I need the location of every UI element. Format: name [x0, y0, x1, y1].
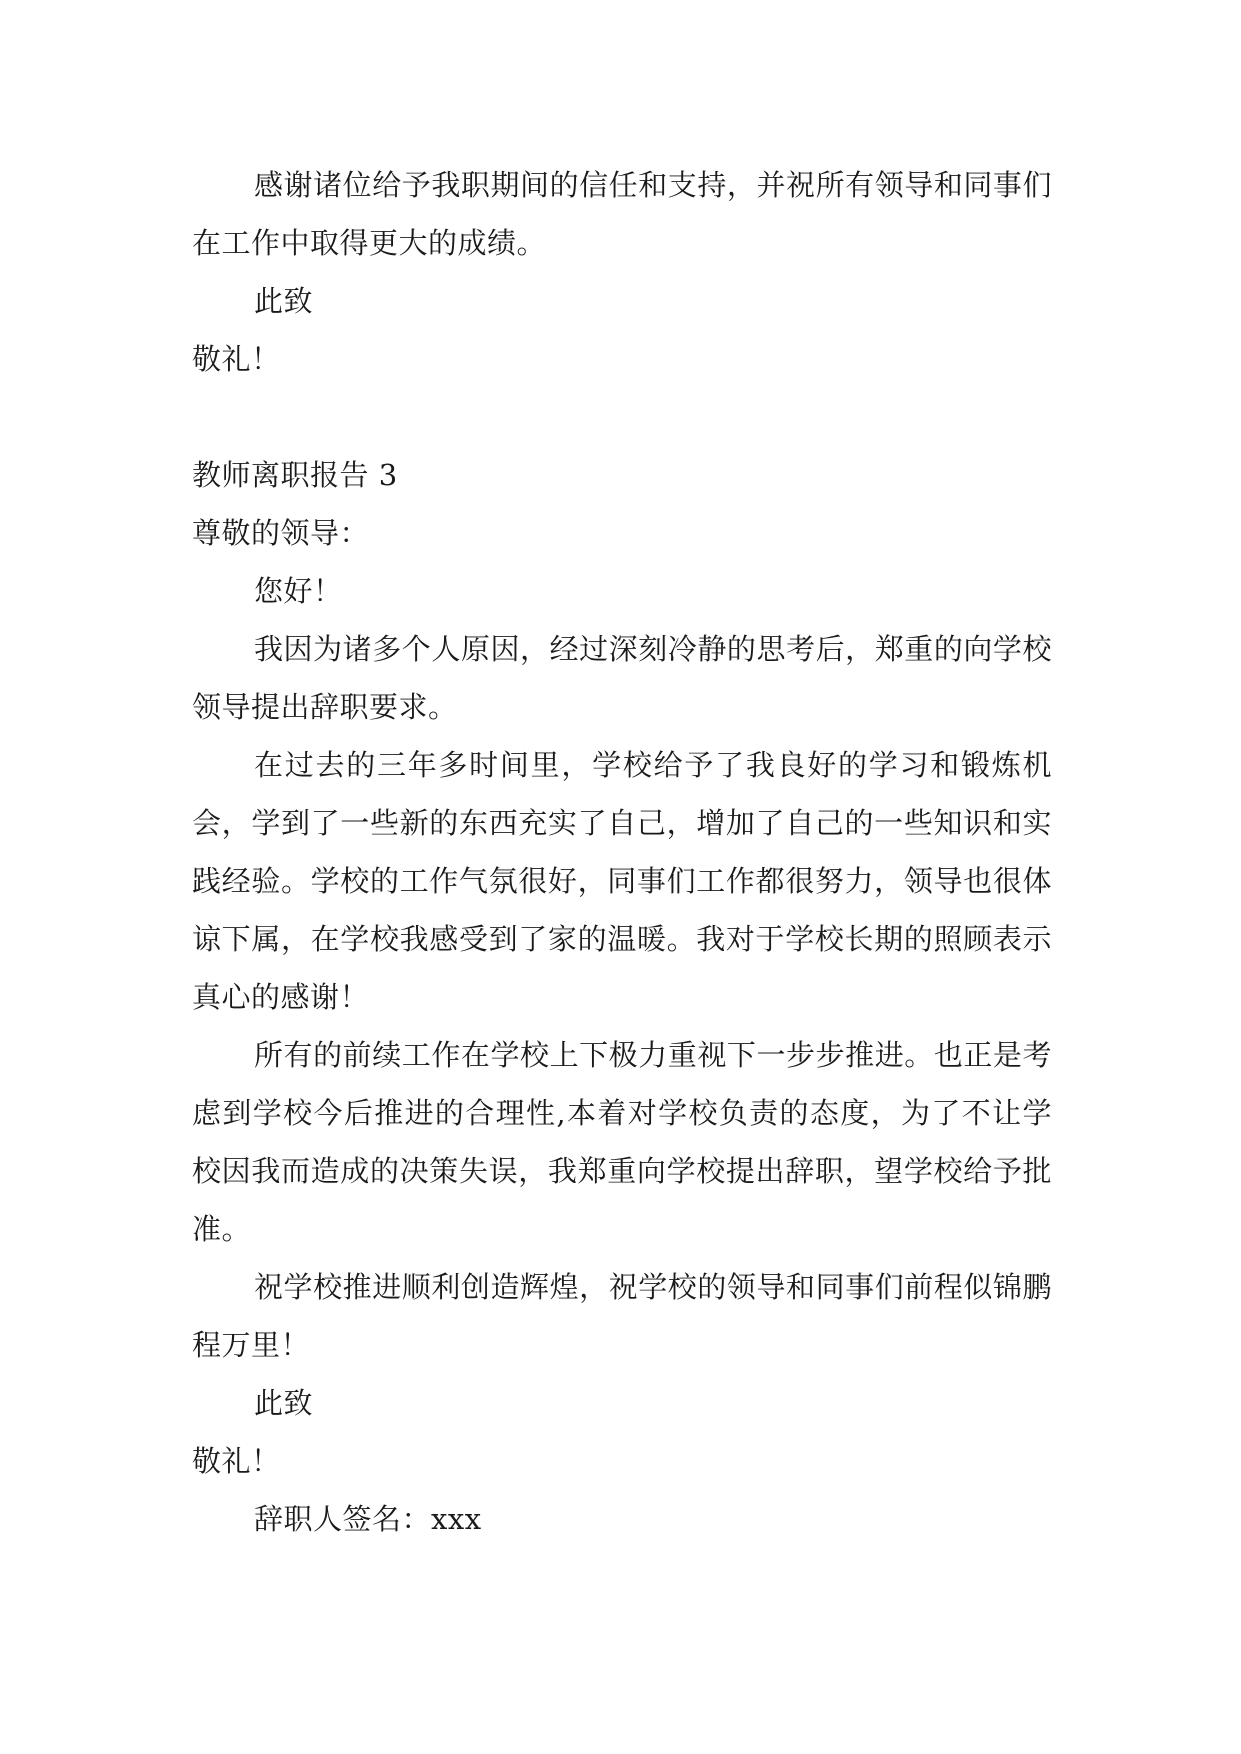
greeting: 您好！: [254, 574, 343, 608]
salute-line: 敬礼！: [192, 342, 281, 376]
paragraph-gratitude: 在过去的三年多时间里，学校给予了我良好的学习和锻炼机会，学到了一些新的东西充实了自己，增加了自己的一些知识和实践经验。学校的工作气氛很好，同事们工作都很努力，领导也很体谅下属，在学校我感受到了家的温暖。我对于学校长期的照顾表示真心的感谢！: [192, 748, 1052, 1014]
section-title: 教师离职报告 3: [192, 458, 398, 492]
salutation: 尊敬的领导：: [192, 516, 370, 550]
salute-line: 敬礼！: [192, 1444, 281, 1478]
blank-line: [192, 388, 1052, 446]
document-body: [192, 156, 1052, 1548]
closing-phrase: 此致: [254, 284, 314, 318]
signature-line: 辞职人签名：xxx: [254, 1502, 482, 1536]
paragraph-reason: 我因为诸多个人原因，经过深刻冷静的思考后，郑重的向学校领导提出辞职要求。: [192, 632, 1052, 724]
closing-phrase: 此致: [254, 1386, 314, 1420]
paragraph-wishes: 祝学校推进顺利创造辉煌，祝学校的领导和同事们前程似锦鹏程万里！: [192, 1270, 1052, 1362]
paragraph-resignation: 所有的前续工作在学校上下极力重视下一步步推进。也正是考虑到学校今后推进的合理性,本着对学校负责的态度，为了不让学校因我而造成的决策失误，我郑重向学校提出辞职，望学校给予批准。: [192, 1038, 1052, 1246]
thanks-paragraph: 感谢诸位给予我职期间的信任和支持，并祝所有领导和同事们在工作中取得更大的成绩。: [192, 168, 1052, 260]
